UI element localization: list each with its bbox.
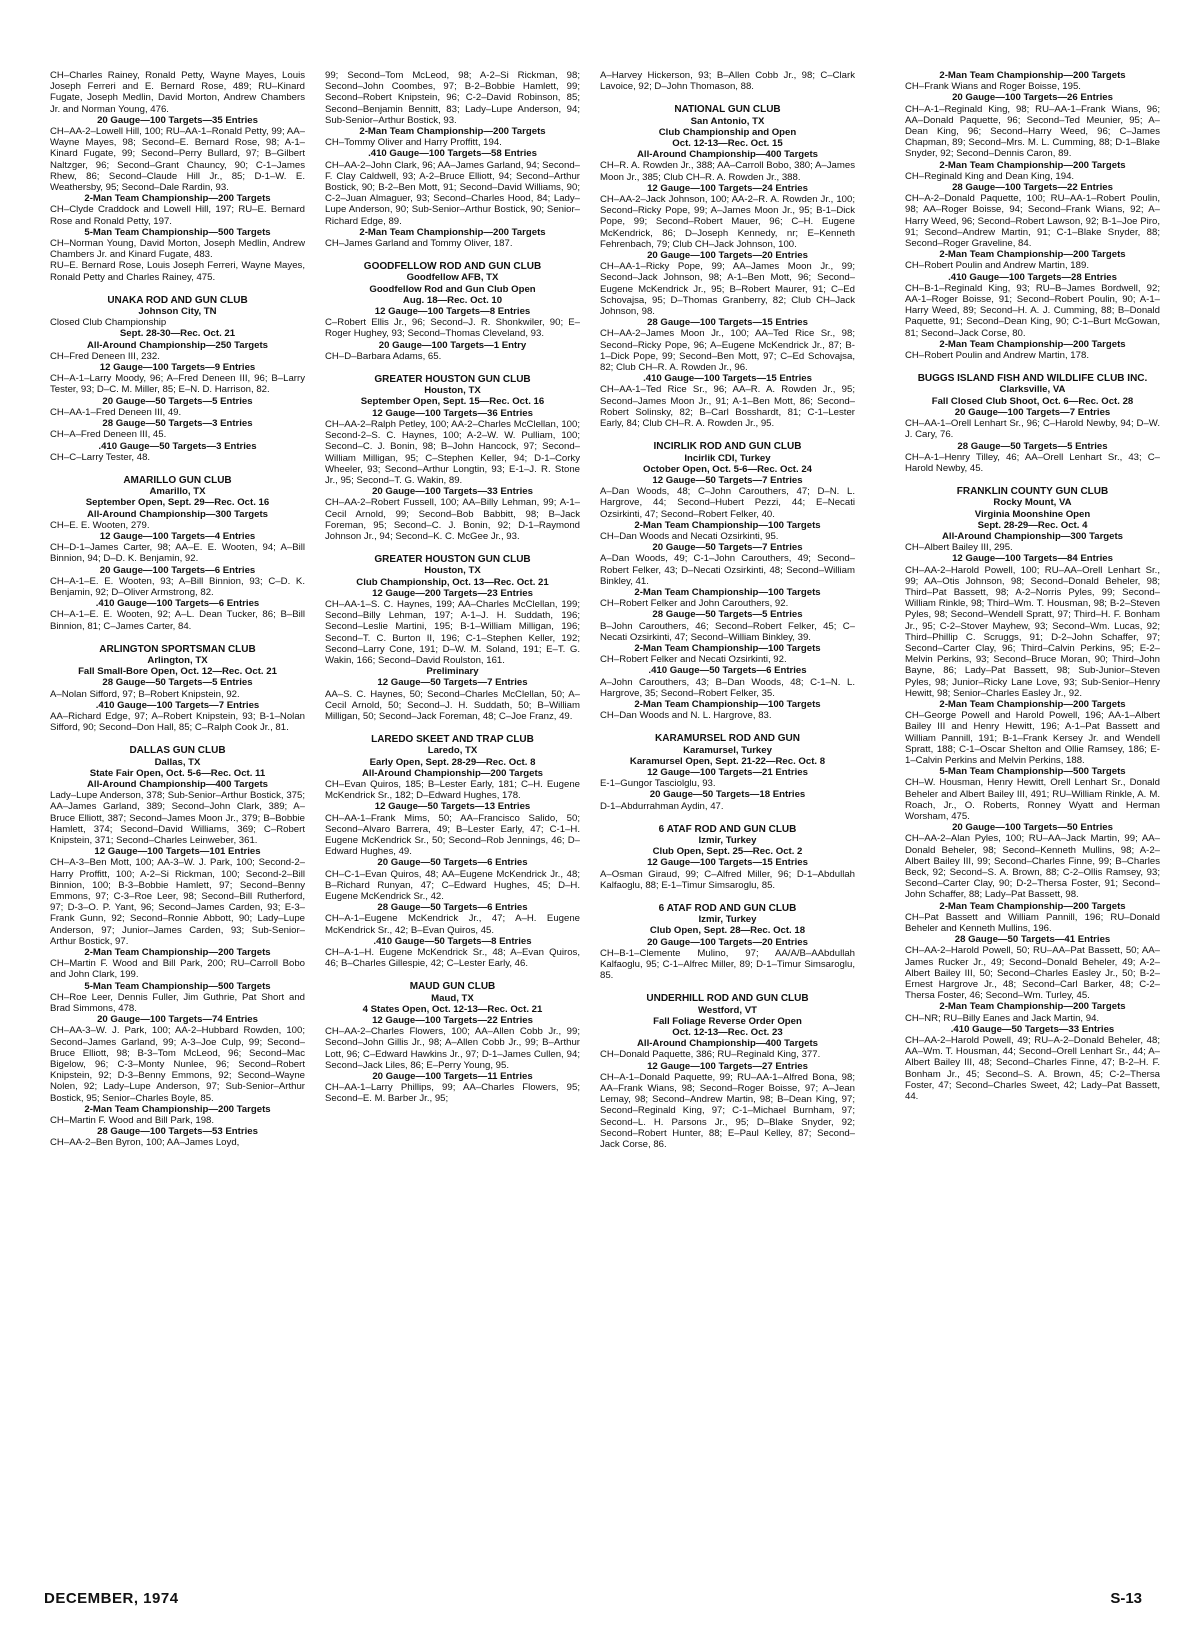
club-heading: INCIRLIK ROD AND GUN CLUB xyxy=(653,441,802,453)
results-paragraph: CH–AA-2–Alan Pyles, 100; RU–AA–Jack Martin, 99; AA–Donald Beheler, 98; Second–Kenneth Mullins, 98; A-2–Albert Bailey III, 99; Second–Charles Finne, 99; B–Charles Beck, 92; Second–S. A. Brown, 88; C-2–Ollis Ramsey, 93; Second–Carter Clay, 90; D-2–Thersa Foster, 91; Second–John Schaffer, 88; Lady–Pat Bassett, 98. xyxy=(905,833,1160,901)
event-heading: Fall Small-Bore Open, Oct. 12—Rec. Oct. 21 xyxy=(78,666,277,678)
event-heading: 2-Man Team Championship—200 Targets xyxy=(939,698,1126,710)
club-heading: NATIONAL GUN CLUB xyxy=(674,104,781,116)
event-heading: Karamursel, Turkey xyxy=(683,744,772,756)
event-heading: 20 Gauge—100 Targets—33 Entries xyxy=(372,486,533,498)
results-paragraph: CH–B-1–Reginald King, 93; RU–B–James Bordwell, 92; AA-1–Roger Boisse, 91; Second–Robert Poulin, 90; A-1–Harry Weed, 89; Second–H. A. J. Cumming, 88; B–Donald Paquette, 91; Second–Dean King, 90; C-1–Burt McGowan, 81; Second–Jack Corse, 80. xyxy=(905,282,1160,339)
results-paragraph: CH–AA-3–W. J. Park, 100; AA-2–Hubbard Rowden, 100; Second–James Garland, 99; A-3–Joe Culp, 99; Second–Bruce Elliott, 98; B-3–Tom McLeod, 96; Second–Mac Bigelow, 96; C-3–Monty Nunlee, 96; Second–Robert Knipstein, 92; D-3–Benny Emmons, 92; Second–Wayne Nolen, 92; Lady–Lupe Anderson, 97; Sub-Senior–Arthur Bostick, 95; Senior–Charles Boyle, 85. xyxy=(50,1025,305,1104)
results-paragraph: CH–A-1–Henry Tilley, 46; AA–Orell Lenhart Sr., 43; C–Harold Newby, 45. xyxy=(905,451,1160,474)
event-heading: 2-Man Team Championship—100 Targets xyxy=(634,586,821,598)
club-heading: 6 ATAF ROD AND GUN CLUB xyxy=(658,903,797,915)
event-heading: .410 Gauge—50 Targets—33 Entries xyxy=(950,1023,1115,1035)
results-paragraph: CH–Pat Bassett and William Pannill, 196; RU–Donald Beheler and Kenneth Mullins, 196. xyxy=(905,911,1160,935)
event-heading: All-Around Championship—400 Targets xyxy=(636,149,819,161)
event-heading: 28 Gauge—50 Targets—3 Entries xyxy=(102,418,253,430)
event-heading: .410 Gauge—100 Targets—7 Entries xyxy=(95,699,260,711)
event-heading: Club Open, Sept. 25—Rec. Oct. 2 xyxy=(652,846,803,858)
event-heading: 12 Gauge—100 Targets—101 Entries xyxy=(94,846,261,858)
event-heading: 20 Gauge—50 Targets—6 Entries xyxy=(377,857,528,869)
event-heading: All-Around Championship—300 Targets xyxy=(86,508,269,520)
event-heading: All-Around Championship—300 Targets xyxy=(941,530,1124,542)
club-heading: AMARILLO GUN CLUB xyxy=(123,474,232,486)
results-paragraph: CH–A-2–Donald Paquette, 100; RU–AA-1–Robert Poulin, 98; AA–Roger Boisse, 94; Second–Frank Wians, 92; A–Harry Weed, 96; Second–Robert Lawson, 92; B-1–Joe Piro, 91; Second–Andrew Martin, 91; C-1–Blake Snyder, 88; Second–Roger Graveline, 84. xyxy=(905,193,1160,250)
results-paragraph: CH–Albert Bailey III, 295. xyxy=(905,542,1013,554)
event-heading: 20 Gauge—100 Targets—1 Entry xyxy=(378,339,527,351)
results-paragraph: CH–Dan Woods and Necati Ozsirkinti, 95. xyxy=(600,530,779,542)
results-paragraph: C–Robert Ellis Jr., 96; Second–J. R. Shonkwiler, 90; E–Roger Hughey, 93; Second–Thomas Cleveland, 93. xyxy=(325,317,580,340)
event-heading: 12 Gauge—100 Targets—21 Entries xyxy=(647,766,808,778)
event-heading: 28 Gauge—50 Targets—5 Entries xyxy=(957,440,1108,452)
event-heading: .410 Gauge—100 Targets—15 Entries xyxy=(643,373,812,385)
results-paragraph: CH–Dan Woods and N. L. Hargrove, 83. xyxy=(600,710,772,722)
club-heading: ARLINGTON SPORTSMAN CLUB xyxy=(99,643,256,655)
event-heading: 5-Man Team Championship—500 Targets xyxy=(84,980,271,992)
results-paragraph: CH–E. E. Wooten, 279. xyxy=(50,519,150,531)
event-heading: 5-Man Team Championship—500 Targets xyxy=(84,226,271,238)
event-heading: Sept. 28-30—Rec. Oct. 21 xyxy=(119,328,236,340)
results-paragraph: CH–Clyde Craddock and Lowell Hill, 197; RU–E. Bernard Rose and Ronald Petty, 197. xyxy=(50,204,305,227)
event-heading: 20 Gauge—100 Targets—11 Entries xyxy=(372,1071,533,1083)
event-heading: Club Championship, Oct. 13—Rec. Oct. 21 xyxy=(356,576,549,588)
results-paragraph: CH–Tommy Oliver and Harry Proffitt, 194. xyxy=(325,137,502,149)
column-4 xyxy=(905,70,1160,1550)
results-paragraph: CH–NR; RU–Billy Eanes and Jack Martin, 94. xyxy=(905,1012,1100,1024)
results-paragraph: CH–AA-1–Ted Rice Sr., 96; AA–R. A. Rowden Jr., 95; Second–James Moon Jr., 91; A-1–Ben Mott, 86; Second–Robert Solinsky, 82; B–Carl Bosshardt, 81; C-1–Lester Early, 84; Club CH–R. A. Rowden Jr., 95. xyxy=(600,384,855,430)
event-heading: 12 Gauge—100 Targets—8 Entries xyxy=(374,306,531,318)
event-heading: Goodfellow Rod and Gun Club Open xyxy=(369,283,536,295)
event-heading: Westford, VT xyxy=(698,1004,757,1016)
event-heading: Maud, TX xyxy=(431,992,474,1004)
event-heading: 20 Gauge—50 Targets—7 Entries xyxy=(652,542,803,554)
event-heading: 20 Gauge—100 Targets—20 Entries xyxy=(647,250,808,262)
results-paragraph: A–Dan Woods, 48; C–John Carouthers, 47; D–N. L. Hargrove, 44; Second–Hubert Pezzi, 44; E–Necati Ozsirkinti, 47; Second–Robert Felker, 40. xyxy=(600,486,855,520)
results-paragraph: CH–AA-2–Ben Byron, 100; AA–James Loyd, xyxy=(50,1137,240,1149)
results-page xyxy=(50,70,1160,1550)
results-paragraph: CH–AA-1–S. C. Haynes, 199; AA–Charles McClellan, 199; Second–Billy Lehman, 197; A-1–J. H. Suddath, 196; Second–Leslie Martini, 195; B-1–William Milligan, 196; Second–T. C. Burton II, 196; C-1–Stephen Keller, 192; Second–Larry Cone, 191; D–W. M. Soland, 191; E–T. G. Wakin, 166; Second–David Roulston, 161. xyxy=(325,598,580,666)
event-heading: 12 Gauge—50 Targets—13 Entries xyxy=(374,801,531,813)
event-heading: 12 Gauge—100 Targets—36 Entries xyxy=(372,407,533,419)
results-paragraph: CH–AA-2–John Clark, 96; AA–James Garland, 94; Second–F. Clay Caldwell, 93; A-2–Bruce Elliott, 94; Second–Arthur Bostick, 90; B-2–Ben Mott, 91; Second–David Williams, 90; C-2–Juan Almaguer, 93; Second–Charles Hood, 84; Lady–Lupe Anderson, 90; Sub-Senior–Arthur Bostick, 90; Senior–Richard Edge, 89. xyxy=(325,159,580,227)
event-heading: All-Around Championship—200 Targets xyxy=(361,767,544,779)
event-heading: Sept. 28-29—Rec. Oct. 4 xyxy=(977,519,1088,531)
event-heading: 20 Gauge—100 Targets—50 Entries xyxy=(952,822,1113,834)
club-heading: GOODFELLOW ROD AND GUN CLUB xyxy=(363,261,542,273)
event-heading: 4 States Open, Oct. 12-13—Rec. Oct. 21 xyxy=(362,1003,543,1015)
results-paragraph: CH–A-1–E. E. Wooten, 93; A–Bill Binnion, 93; C–D. K. Benjamin, 92; D–Oliver Armstrong, 82. xyxy=(50,575,305,598)
event-heading: 20 Gauge—50 Targets—18 Entries xyxy=(649,789,806,801)
club-heading: LAREDO SKEET AND TRAP CLUB xyxy=(371,734,534,746)
results-paragraph: CH–AA-1–Larry Phillips, 99; AA–Charles Flowers, 95; Second–E. M. Barber Jr., 95; xyxy=(325,1082,580,1105)
club-heading: FRANKLIN COUNTY GUN CLUB xyxy=(956,486,1109,498)
results-paragraph: CH–A-1–Reginald King, 98; RU–AA-1–Frank Wians, 96; AA–Donald Paquette, 96; Second–Ted Meunier, 95; A–Dean King, 96; Second–Harry Weed, 96; C–James Chapman, 89; Second–Mrs. M. L. Cumming, 88; D-1–Blake Snyder, 92; Second–Dennis Caron, 89. xyxy=(905,103,1160,160)
event-heading: October Open, Oct. 5-6—Rec. Oct. 24 xyxy=(642,463,812,475)
event-heading: Houston, TX xyxy=(424,565,481,577)
column-3 xyxy=(600,70,855,1550)
event-heading: 12 Gauge—100 Targets—9 Entries xyxy=(99,362,256,374)
results-paragraph: CH–Robert Poulin and Andrew Martin, 189. xyxy=(905,260,1089,272)
event-heading: 20 Gauge—100 Targets—7 Entries xyxy=(954,406,1111,418)
club-heading: GREATER HOUSTON GUN CLUB xyxy=(374,374,531,386)
event-heading: 28 Gauge—100 Targets—15 Entries xyxy=(647,317,808,329)
event-heading: All-Around Championship—400 Targets xyxy=(636,1038,819,1050)
results-paragraph: CH–AA-2–Harold Powell, 49; RU–A-2–Donald Beheler, 48; AA–Wm. T. Housman, 44; Second–Orell Lenhart Sr., 44; A–Albert Bailey III, 48; Second–Charles Finne, 47; B-2–H. F. Bonham Jr., 45; Second–S. A. Brown, 45; C-2–Thersa Foster, 47; Second–Charles Sweet, 42; Lady–Pat Bassett, 44. xyxy=(905,1035,1160,1103)
results-paragraph: CH–A-1–E. E. Wooten, 92; A–L. Dean Tucker, 86; B–Bill Binnion, 81; C–James Carter, 84. xyxy=(50,609,305,632)
results-paragraph: CH–AA-2–Harold Powell, 50; RU–AA–Pat Bassett, 50; AA–James Rucker Jr., 49; Second–Donald Beheler, 49; A-2–Albert Bailey III, 50; Second–Charles Easley Jr., 50; B-2–Ernest Hargrove Jr., 48; Second–Carl Barker, 48; C-2–Thersa Foster, 46; Second–Wm. Turley, 45. xyxy=(905,945,1160,1002)
event-heading: 2-Man Team Championship—200 Targets xyxy=(939,338,1126,350)
event-heading: 20 Gauge—100 Targets—35 Entries xyxy=(97,114,258,126)
event-heading: 28 Gauge—50 Targets—5 Entries xyxy=(652,609,803,621)
event-heading: Club Championship and Open xyxy=(658,126,797,138)
event-heading: 5-Man Team Championship—500 Targets xyxy=(939,766,1126,778)
event-heading: 12 Gauge—100 Targets—27 Entries xyxy=(647,1060,808,1072)
results-paragraph: CH–A-1–Larry Moody, 96; A–Fred Deneen III, 96; B–Larry Tester, 93; D–C. M. Miller, 85; E–N. D. Harrison, 82. xyxy=(50,373,305,396)
event-heading: 12 Gauge—100 Targets—84 Entries xyxy=(952,553,1113,565)
results-paragraph: CH–AA-2–Jack Johnson, 100; AA-2–R. A. Rowden Jr., 100; Second–Ricky Pope, 99; A–James Moon Jr., 95; B-1–Dick Pope, 99; Second–Robert Mauer, 96; C–H. Eugene McKendrick, 86; D–Joseph Kennedy, nr; E–Kenneth Fehrenbach, 79; Club CH–Jack Johnson, 100. xyxy=(600,194,855,250)
event-heading: 28 Gauge—100 Targets—53 Entries xyxy=(97,1126,258,1138)
event-heading: .410 Gauge—50 Targets—3 Entries xyxy=(98,440,257,452)
event-heading: Arlington, TX xyxy=(147,654,208,666)
event-heading: Izmir, Turkey xyxy=(698,914,757,926)
event-heading: Fall Closed Club Shoot, Oct. 6—Rec. Oct. 28 xyxy=(931,395,1134,407)
event-heading: 12 Gauge—50 Targets—7 Entries xyxy=(377,677,528,689)
club-heading: 6 ATAF ROD AND GUN CLUB xyxy=(658,823,797,835)
results-paragraph: CH–AA-2–Ralph Petley, 100; AA-2–Charles McClellan, 100; Second-2–S. C. Haynes, 100; A-2–W. W. Pulliam, 100; Second–C. J. Bonin, 98; B–John Hancock, 97; Second–William Milligan, 95; C–Stephen Keller, 94; D-1–Corky Wheeler, 93; Second–Arthur Longtin, 93; E-1–J. R. Stone Jr., 95; Second–T. G. Wakin, 89. xyxy=(325,418,580,486)
club-heading: GREATER HOUSTON GUN CLUB xyxy=(374,554,531,566)
results-paragraph: CH–A-3–Ben Mott, 100; AA-3–W. J. Park, 100; Second-2–Harry Proffitt, 100; A-2–Si Rickman, 100; Second-2–Bill Binnion, 100; B-3–Bobbie Hamlett, 97; Second–Benny Emmons, 97; C-3–Roe Leer, 98; Second–Bill Rutherford, 97; D-3–O. P. Yant, 96; Second–James Carden, 93; E-3–Frank Gunn, 92; Second–Ronnie Abbott, 90; Lady–Lupe Anderson, 97; Junior–James Carden, 93; Sub-Senior–Arthur Bostick, 97. xyxy=(50,857,305,947)
event-heading: Preliminary xyxy=(426,666,479,678)
results-paragraph: CH–A-1–H. Eugene McKendrick Sr., 48; A–Evan Quiros, 46; B–Charles Gillespie, 42; C–Lester Early, 46. xyxy=(325,947,580,970)
event-heading: .410 Gauge—100 Targets—28 Entries xyxy=(948,271,1117,283)
event-heading: 28 Gauge—50 Targets—5 Entries xyxy=(102,677,253,689)
event-heading: 28 Gauge—100 Targets—22 Entries xyxy=(952,182,1113,194)
results-paragraph: CH–Fred Deneen III, 232. xyxy=(50,350,160,362)
results-paragraph: E-1–Gungor Tasciolglu, 93. xyxy=(600,778,716,790)
event-heading: 2-Man Team Championship—200 Targets xyxy=(84,947,271,959)
event-heading: 20 Gauge—100 Targets—20 Entries xyxy=(647,936,808,948)
results-paragraph: CH–A-1–Eugene McKendrick Jr., 47; A–H. Eugene McKendrick Sr., 42; B–Evan Quiros, 45. xyxy=(325,913,580,936)
event-heading: Amarillo, TX xyxy=(149,486,206,498)
event-heading: 20 Gauge—50 Targets—5 Entries xyxy=(102,395,253,407)
results-paragraph: CH–AA-2–James Moon Jr., 100; AA–Ted Rice Sr., 98; Second–Ricky Pope, 96; A–Eugene McKendrick Jr., 87; B-1–Dick Pope, 99; Second–Ben Mott, 97; C–Ed Schovajsa, 82; Club CH–R. A. Rowden Jr., 96. xyxy=(600,328,855,374)
event-heading: San Antonio, TX xyxy=(690,115,765,127)
results-paragraph: CH–AA-1–Fred Deneen III, 49. xyxy=(50,406,182,418)
event-heading: 2-Man Team Championship—200 Targets xyxy=(359,226,546,238)
event-heading: Oct. 12-13—Rec. Oct. 23 xyxy=(672,1027,783,1039)
results-paragraph: CH–W. Housman, Henry Hewitt, Orell Lenhart Sr., Donald Beheler and Albert Bailey III, 491; RU–William Rinkle, A. M. Roach, Jr., O. Roberts, Ronney Wyatt and Herman Worsham, 475. xyxy=(905,777,1160,822)
event-heading: 12 Gauge—100 Targets—22 Entries xyxy=(372,1015,533,1027)
results-paragraph: CH–A-1–Donald Paquette, 99; RU–AA-1–Alfred Bona, 98; AA–Frank Wians, 98; Second–Roger Boisse, 97; A–Jean Lemay, 98; Second–Andrew Martin, 98; B–Dean King, 97; Second–Reginald King, 97; C-1–Michael Burnham, 97; Second–L. H. Parsons Jr., 95; D–Blake Snyder, 92; Second–Robert Hunter, 88; E–Paul Kelley, 87; Second–Jack Corse, 86. xyxy=(600,1071,855,1151)
page-number: S-13 xyxy=(1110,1590,1142,1607)
event-heading: 2-Man Team Championship—100 Targets xyxy=(634,642,821,654)
results-paragraph: AA–S. C. Haynes, 50; Second–Charles McClellan, 50; A–Cecil Arnold, 50; Second–J. H. Suddath, 50; B–William Milligan, 50; Second–Jack Foreman, 48; C–Joe Franz, 49. xyxy=(325,688,580,722)
event-heading: 20 Gauge—100 Targets—74 Entries xyxy=(97,1014,258,1026)
event-heading: 28 Gauge—50 Targets—41 Entries xyxy=(954,934,1111,946)
results-paragraph: CH–C–Larry Tester, 48. xyxy=(50,451,151,463)
event-heading: .410 Gauge—100 Targets—6 Entries xyxy=(95,598,260,610)
club-heading: DALLAS GUN CLUB xyxy=(129,745,226,757)
results-paragraph: A–John Carouthers, 43; B–Dan Woods, 48; C-1–N. L. Hargrove, 35; Second–Robert Felker, 35. xyxy=(600,676,855,699)
results-paragraph: CH–Donald Paquette, 386; RU–Reginald King, 377. xyxy=(600,1049,821,1061)
results-paragraph: A–Osman Giraud, 99; C–Alfred Miller, 96; D-1–Abdullah Kalfaoglu, 88; E-1–Timur Simsaroglu, 85. xyxy=(600,868,855,891)
results-paragraph: CH–AA-1–Ricky Pope, 99; AA–James Moon Jr., 99; Second–Jack Johnson, 98; A-1–Ben Mott, 96; Second–Eugene McKendrick Jr., 95; B–Robert Maurer, 91; C–Ed Schovajsa, 95; D–Thomas Granberry, 82; Club CH–Jack Johnson, 98. xyxy=(600,261,855,318)
event-heading: 12 Gauge—100 Targets—24 Entries xyxy=(647,182,808,194)
results-paragraph: RU–E. Bernard Rose, Louis Joseph Ferreri, Wayne Mayes, Ronald Petty and Charles Rainey, 475. xyxy=(50,260,305,283)
event-heading: 2-Man Team Championship—100 Targets xyxy=(634,519,821,531)
club-heading: KARAMURSEL ROD AND GUN xyxy=(655,733,800,745)
results-paragraph: CH–Charles Rainey, Ronald Petty, Wayne Mayes, Louis Joseph Ferreri and E. Bernard Rose, 489; RU–Kinard Fugate, Joseph Medlin, David Morton, Andrew Chambers Jr. and Norman Young, 476. xyxy=(50,70,305,115)
event-heading: Aug. 18—Rec. Oct. 10 xyxy=(402,294,503,306)
event-heading: Early Open, Sept. 28-29—Rec. Oct. 8 xyxy=(369,756,536,768)
results-paragraph: CH–R. A. Rowden Jr., 388; AA–Carroll Bobo, 380; A–James Moon Jr., 385; Club CH–R. A. Rowden Jr., 388. xyxy=(600,160,855,183)
results-paragraph: CH–AA-2–Lowell Hill, 100; RU–AA-1–Ronald Petty, 99; AA–Wayne Mayes, 98; Second–E. Bernard Rose, 98; A-1–Kinard Fugate, 99; Second–Perry Bullard, 97; B–Gilbert Naltzger, 96; Second–Grant Chauncy, 90; C-1–James Rhew, 86; Second–Claude Hill Jr., 85; D-1–W. E. Weathersby, 95; Second–Dale Rardin, 93. xyxy=(50,126,305,194)
event-heading: 12 Gauge—50 Targets—7 Entries xyxy=(652,474,803,486)
event-heading: Oct. 12-13—Rec. Oct. 15 xyxy=(672,138,783,150)
results-paragraph: CH–C-1–Evan Quiros, 48; AA–Eugene McKendrick Jr., 48; B–Richard Runyan, 47; C–Edward Hughes, 45; D–H. Eugene McKendrick Sr., 42. xyxy=(325,868,580,903)
event-heading: 12 Gauge—200 Targets—23 Entries xyxy=(372,587,533,599)
event-heading: Izmir, Turkey xyxy=(698,835,757,846)
event-heading: 2-Man Team Championship—200 Targets xyxy=(939,159,1126,171)
event-heading: Incirlik CDI, Turkey xyxy=(684,452,771,464)
results-paragraph: Closed Club Championship xyxy=(50,317,167,329)
event-heading: Clarksville, VA xyxy=(999,384,1066,396)
event-heading: 2-Man Team Championship—200 Targets xyxy=(84,1103,271,1115)
event-heading: Karamursel Open, Sept. 21-22—Rec. Oct. 8 xyxy=(629,755,826,767)
results-paragraph: CH–A–Fred Deneen III, 45. xyxy=(50,429,167,441)
column-1 xyxy=(50,70,305,1550)
event-heading: Houston, TX xyxy=(424,385,481,397)
results-paragraph: B–John Carouthers, 46; Second–Robert Felker, 45; C–Necati Ozsirkinti, 47; Second–William Binkley, 39. xyxy=(600,620,855,643)
results-paragraph: CH–D-1–James Carter, 98; AA–E. E. Wooten, 94; A–Bill Binnion, 94; D–D. K. Benjamin, 92. xyxy=(50,542,305,565)
event-heading: Johnson City, TN xyxy=(138,306,217,318)
results-paragraph: 99; Second–Tom McLeod, 98; A-2–Si Rickman, 98; Second–John Coombes, 97; B-2–Bobbie Hamlett, 99; Second–Robert Knipstein, 96; C-2–David Robinson, 85; Second–Benjamin Bennitt, 83; Lady–Lupe Anderson, 94; Sub-Senior–Arthur Bostick, 93. xyxy=(325,70,580,126)
event-heading: 2-Man Team Championship—200 Targets xyxy=(84,193,271,205)
event-heading: 20 Gauge—100 Targets—26 Entries xyxy=(952,92,1113,104)
event-heading: Club Open, Sept. 28—Rec. Oct. 18 xyxy=(649,925,806,937)
event-heading: Goodfellow AFB, TX xyxy=(406,272,499,284)
results-paragraph: CH–B-1–Clemente Mulino, 97; AA/A/B–AAbdullah Kalfaoglu, 95; C-1–Alfrec Miller, 89; D-1–Timur Simsaroglu, 85. xyxy=(600,947,855,982)
event-heading: Dallas, TX xyxy=(154,756,201,768)
event-heading: Laredo, TX xyxy=(427,745,478,757)
event-heading: Virginia Moonshine Open xyxy=(974,508,1091,520)
results-paragraph: CH–Robert Felker and Necati Ozsirkinti, 92. xyxy=(600,654,787,666)
results-paragraph: CH–George Powell and Harold Powell, 196; AA-1–Albert Bailey III and Henry Hewitt, 196; A-1–Pat Bassett and William Pannill, 191; B-1–Frank Kersey Jr. and Wendell Spratt, 188; C-1–Oscar Shelton and Ollie Ramsey, 186; E-1–Calvin Perkins and Melvin Perkins, 188. xyxy=(905,710,1160,766)
results-paragraph: CH–AA-1–Frank Mims, 50; AA–Francisco Salido, 50; Second–Alvaro Barrera, 49; B–Lester Early, 47; C-1–H. Eugene McKendrick Sr., 50; Second–Rob Jennings, 46; D–Edward Hughes, 49. xyxy=(325,812,580,858)
results-paragraph: CH–Evan Quiros, 185; B–Lester Early, 181; C–H. Eugene McKendrick Sr., 182; D–Edward Hughes, 178. xyxy=(325,778,580,802)
club-heading: BUGGS ISLAND FISH AND WILDLIFE CLUB INC. xyxy=(917,373,1148,385)
event-heading: 2-Man Team Championship—100 Targets xyxy=(634,698,821,710)
event-heading: 2-Man Team Championship—200 Targets xyxy=(939,70,1126,81)
event-heading: Rocky Mount, VA xyxy=(993,497,1072,509)
event-heading: 2-Man Team Championship—200 Targets xyxy=(939,900,1126,912)
event-heading: 12 Gauge—100 Targets—4 Entries xyxy=(99,530,256,542)
event-heading: All-Around Championship—250 Targets xyxy=(86,339,269,351)
results-paragraph: Lady–Lupe Anderson, 378; Sub-Senior–Arthur Bostick, 375; AA–James Garland, 389; Second–John Clark, 389; A–Bruce Elliott, 387; Second–James Moon Jr., 379; B–Bobbie Hamlett, 374; Second–David Williams, 369; C–Robert Knipstein, 371; Second–Charles Leinweber, 361. xyxy=(50,790,305,846)
event-heading: Fall Foliage Reverse Order Open xyxy=(653,1015,802,1027)
results-paragraph: A–Nolan Sifford, 97; B–Robert Knipstein, 92. xyxy=(50,688,240,700)
event-heading: All-Around Championship—400 Targets xyxy=(86,778,269,790)
results-paragraph: CH–Robert Poulin and Andrew Martin, 178. xyxy=(905,350,1089,362)
event-heading: September Open, Sept. 29—Rec. Oct. 16 xyxy=(85,497,270,509)
results-paragraph: CH–AA-2–Robert Fussell, 100; AA–Billy Lehman, 99; A-1–Cecil Arnold, 99; Second–Bob Babbitt, 98; B–Jack Foreman, 95; Second–C. J. Bonin, 92; D-1–Raymond Johnson Jr., 94; Second–K. C. McGee Jr., 93. xyxy=(325,497,580,542)
results-paragraph: D-1–Abdurrahman Aydin, 47. xyxy=(600,800,724,812)
event-heading: 28 Gauge—50 Targets—6 Entries xyxy=(377,902,528,914)
event-heading: 20 Gauge—100 Targets—6 Entries xyxy=(99,564,256,576)
event-heading: .410 Gauge—50 Targets—6 Entries xyxy=(648,665,807,677)
results-paragraph: AA–Richard Edge, 97; A–Robert Knipstein, 93; B-1–Nolan Sifford, 90; Second–Don Hall, 85; C–Ralph Cook Jr., 81. xyxy=(50,710,305,734)
issue-date: DECEMBER, 1974 xyxy=(44,1590,179,1607)
club-heading: UNAKA ROD AND GUN CLUB xyxy=(107,294,248,306)
results-paragraph: CH–Martin F. Wood and Bill Park, 198. xyxy=(50,1115,215,1127)
event-heading: 2-Man Team Championship—200 Targets xyxy=(939,1001,1126,1013)
results-paragraph: CH–Frank Wians and Roger Boisse, 195. xyxy=(905,81,1081,93)
club-heading: MAUD GUN CLUB xyxy=(409,981,496,993)
results-paragraph: CH–James Garland and Tommy Oliver, 187. xyxy=(325,238,513,250)
results-paragraph: CH–Norman Young, David Morton, Joseph Medlin, Andrew Chambers Jr. and Kinard Fugate, 483. xyxy=(50,238,305,261)
event-heading: .410 Gauge—50 Targets—8 Entries xyxy=(373,935,532,947)
results-paragraph: CH–AA-1–Orell Lenhart Sr., 96; C–Harold Newby, 94; D–W. J. Cary, 76. xyxy=(905,418,1160,441)
results-paragraph: CH–AA-2–Harold Powell, 100; RU–AA–Orell Lenhart Sr., 99; AA–Otis Johnson, 98; Second–Donald Beheler, 98; Third–Pat Bassett, 98; A-2–Norris Pyles, 99; Second–William Rinkle, 98; Third–Wm. T. Housman, 98; B-2–Steven Pyles, 98; Second–Wendell Spratt, 97; Third–H. F. Bonham Jr., 95; C-2–Stover Mayhew, 93; Second–Wm. Lucas, 92; Third–Phillip C. Scruggs, 91; D-2–John Schaffer, 97; Second–Carter Clay, 96; Third–Calvin Perkins, 95; E-2–Melvin Perkins, 93; Second–Bruce Moran, 90; Third–John Bayne, 86; Lady–Pat Bassett, 98; Sub-Junior–Steven Pyles, 98; Junior–Ricky Lane Love, 93; Sub-Senior–Henry Hewitt, 98; Senior–Charles Easley Jr., 92. xyxy=(905,564,1160,699)
event-heading: September Open, Sept. 15—Rec. Oct. 16 xyxy=(360,396,545,408)
event-heading: .410 Gauge—100 Targets—58 Entries xyxy=(368,148,537,160)
results-paragraph: CH–Robert Felker and John Carouthers, 92. xyxy=(600,598,789,610)
results-paragraph: CH–D–Barbara Adams, 65. xyxy=(325,350,442,362)
column-2 xyxy=(325,70,580,1550)
results-paragraph: CH–AA-2–Charles Flowers, 100; AA–Allen Cobb Jr., 99; Second–John Gillis Jr., 98; A–Allen Cobb Jr., 99; B–Arthur Lott, 96; C–Edward Hawkins Jr., 97; D-1–James Cullen, 94; Second–Jack Liles, 86; E–Perry Young, 95. xyxy=(325,1026,580,1071)
club-heading: UNDERHILL ROD AND GUN CLUB xyxy=(646,993,809,1005)
results-paragraph: A–Harvey Hickerson, 93; B–Allen Cobb Jr., 98; C–Clark Lavoice, 92; D–John Thomason, 88. xyxy=(600,70,855,93)
event-heading: 2-Man Team Championship—200 Targets xyxy=(359,126,546,138)
results-paragraph: A–Dan Woods, 49; C-1–John Carouthers, 49; Second–Robert Felker, 43; D–Necati Ozsirkinti, 48; Second–William Binkley, 41. xyxy=(600,553,855,587)
results-paragraph: CH–Roe Leer, Dennis Fuller, Jim Guthrie, Pat Short and Brad Simmons, 478. xyxy=(50,991,305,1015)
results-paragraph: CH–Martin F. Wood and Bill Park, 200; RU–Carroll Bobo and John Clark, 199. xyxy=(50,958,305,981)
event-heading: 2-Man Team Championship—200 Targets xyxy=(939,249,1126,261)
event-heading: State Fair Open, Oct. 5-6—Rec. Oct. 11 xyxy=(89,767,266,779)
results-paragraph: CH–Reginald King and Dean King, 194. xyxy=(905,170,1075,182)
event-heading: 12 Gauge—100 Targets—15 Entries xyxy=(647,857,808,869)
